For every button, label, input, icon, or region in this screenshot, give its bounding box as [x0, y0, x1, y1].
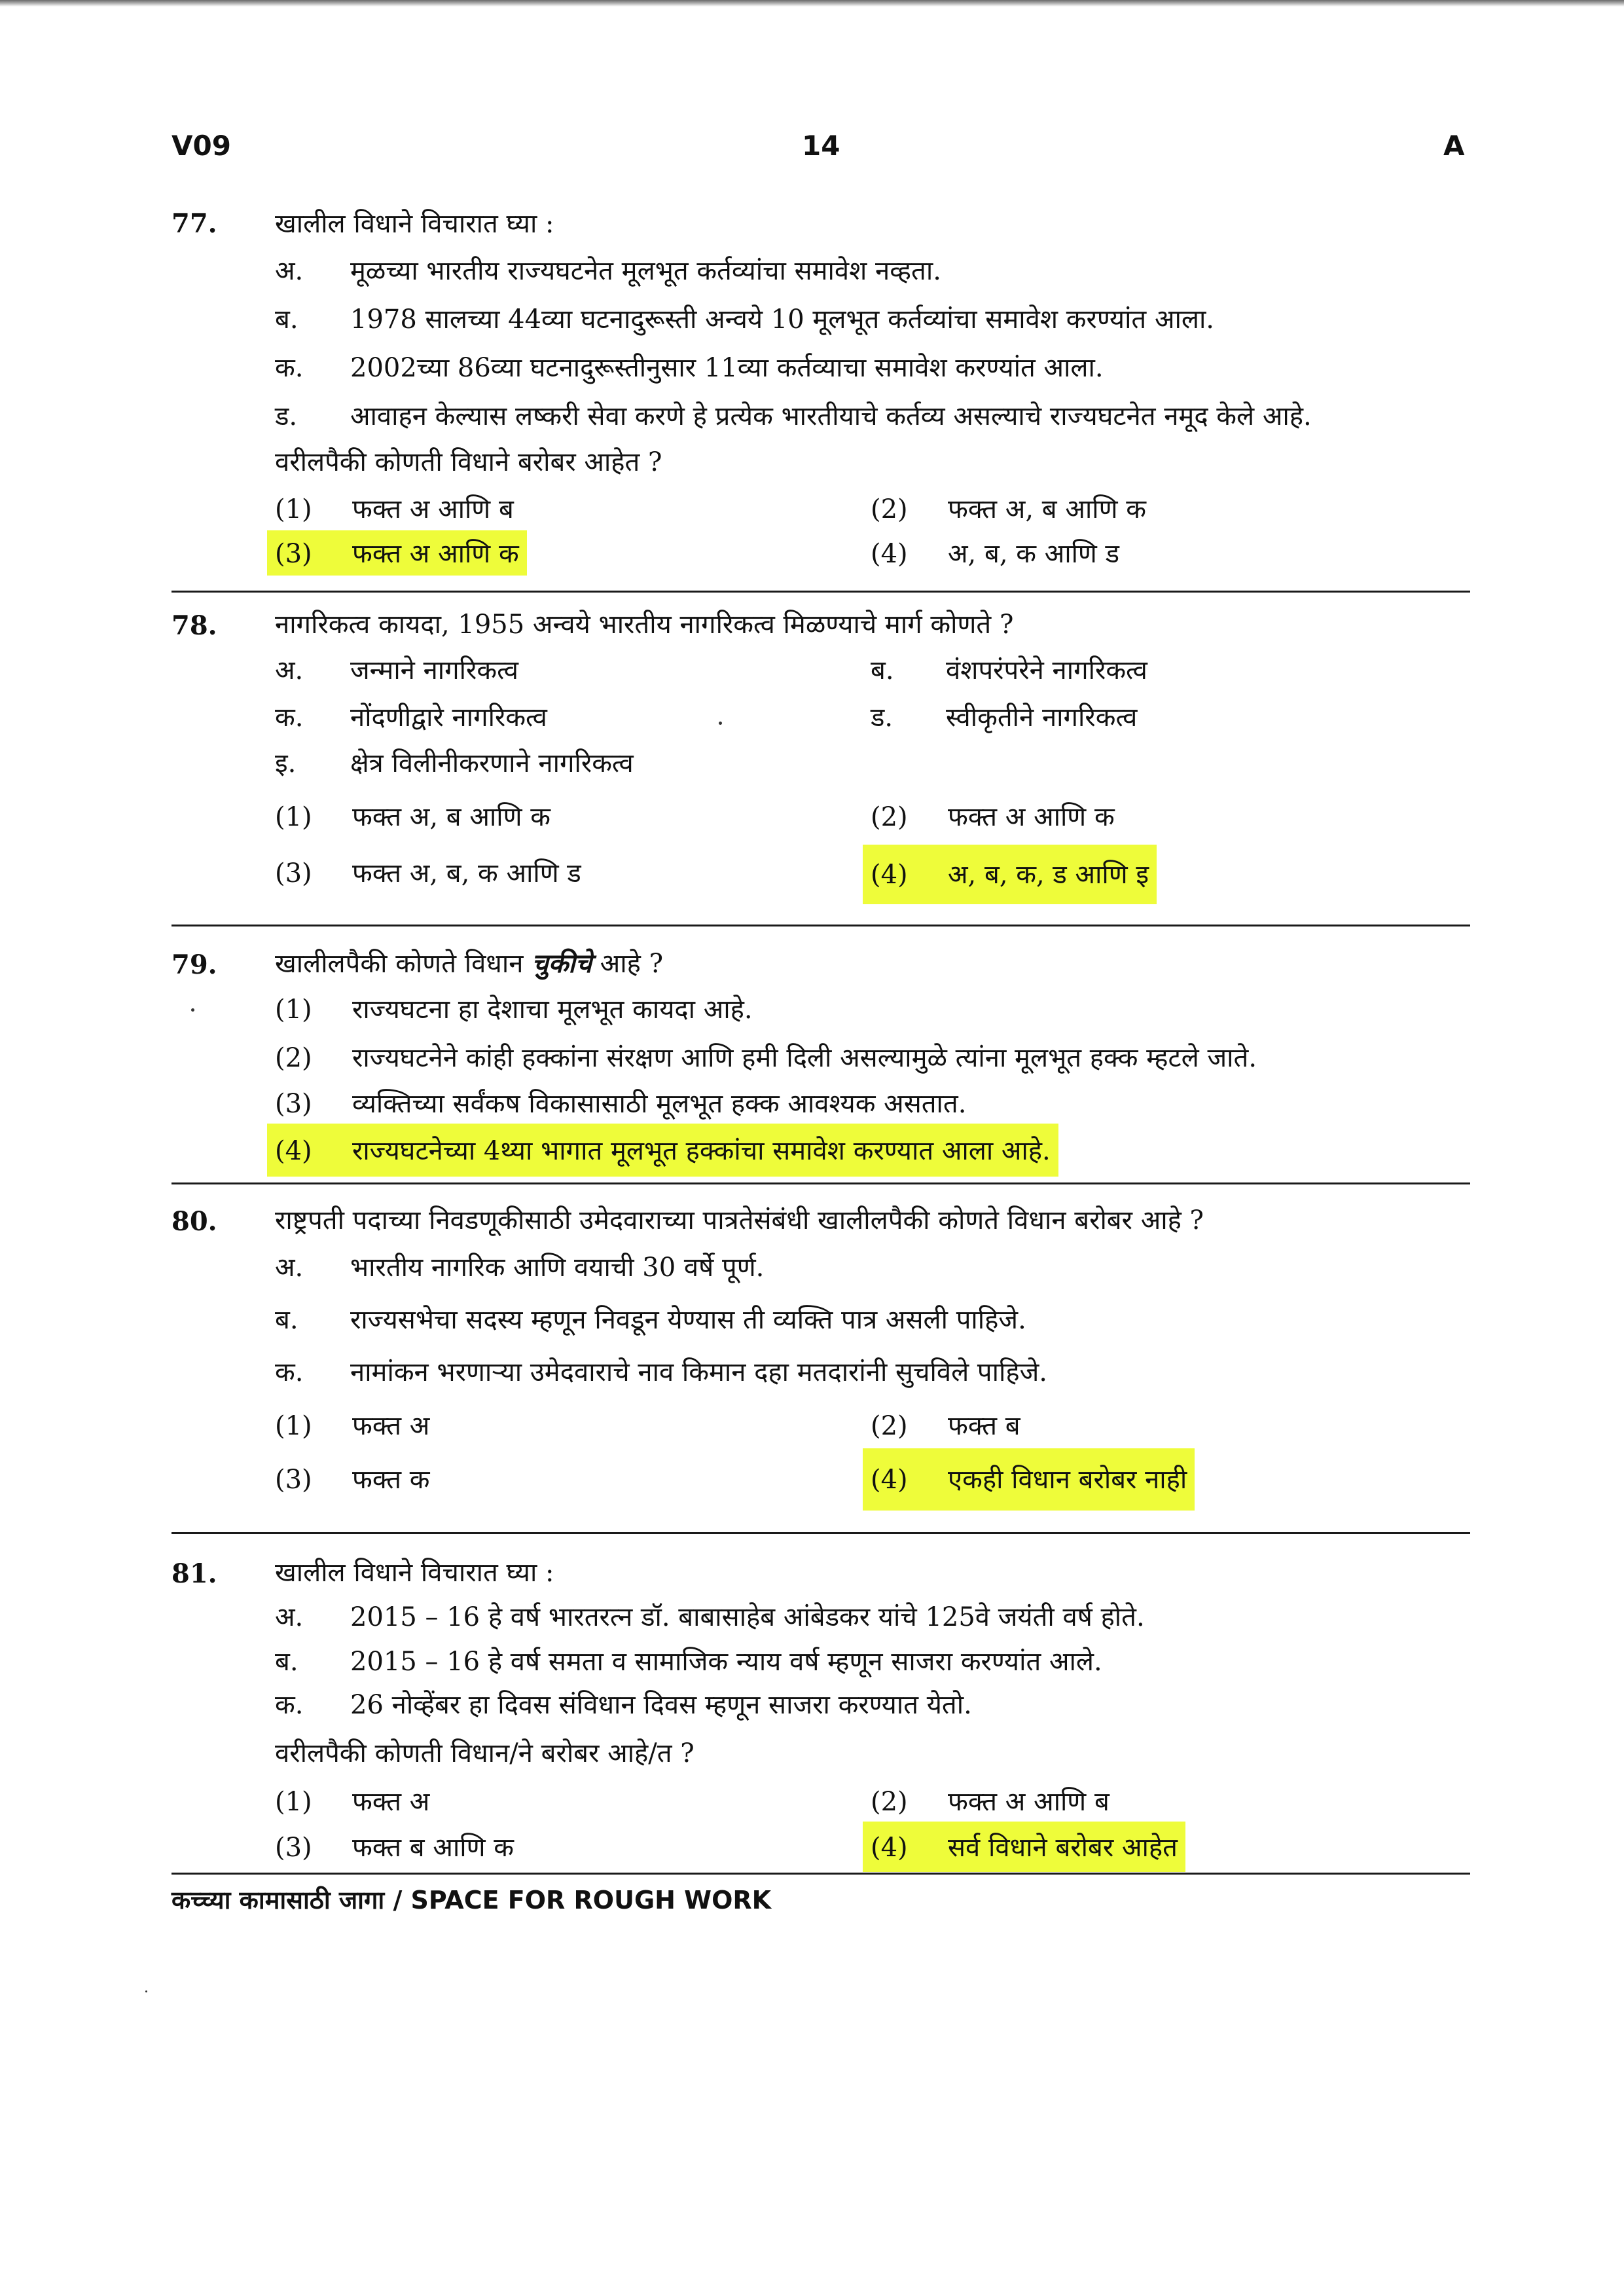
option-text: फक्त क: [352, 1465, 430, 1495]
answer-option[interactable]: [275, 990, 753, 1026]
statement-text: राज्यसभेचा सदस्य म्हणून निवडून येण्यास ती व्यक्ति पात्र असली पाहिजे.: [350, 1305, 1026, 1335]
option-text: फक्त अ आणि क: [352, 539, 519, 569]
answer-option[interactable]: [871, 490, 1146, 526]
answer-option-highlighted[interactable]: [863, 1448, 1195, 1511]
option-number: (4): [871, 1465, 908, 1495]
series-letter: A: [1443, 130, 1465, 162]
option-text: सर्व विधाने बरोबर आहेत: [948, 1833, 1178, 1863]
paper-code: V09: [171, 130, 231, 162]
question-divider: [171, 1532, 1470, 1534]
answer-option-highlighted[interactable]: [267, 1124, 1058, 1177]
option-text: फक्त अ आणि ब: [948, 1787, 1110, 1817]
option-number: (4): [871, 860, 908, 890]
question-prompt: वरीलपैकी कोणती विधाने बरोबर आहेत ?: [275, 447, 662, 477]
stem-emphasis: चुकीचे: [532, 948, 592, 979]
statement-text: भारतीय नागरिक आणि वयाची 30 वर्षे पूर्ण.: [350, 1253, 765, 1283]
option-text: फक्त अ, ब आणि क: [948, 494, 1146, 524]
statement-text: नोंदणीद्वारे नागरिकत्व: [350, 703, 547, 733]
statement-text: मूळच्या भारतीय राज्यघटनेत मूलभूत कर्तव्यांचा समावेश नव्हता.: [350, 256, 941, 286]
statement-label: ब.: [275, 1305, 298, 1335]
statement-label: इ.: [275, 748, 297, 779]
answer-option[interactable]: [275, 854, 581, 890]
option-number: (1): [275, 802, 312, 832]
answer-option-highlighted[interactable]: [267, 530, 527, 576]
option-text: अ, ब, क आणि ड: [948, 539, 1119, 569]
question-number: 81.: [171, 1558, 217, 1589]
statement-label: अ.: [275, 1253, 304, 1283]
stem-text-end: आहे ?: [592, 949, 664, 979]
option-number: (4): [275, 1136, 312, 1166]
option-number: (3): [275, 1089, 312, 1119]
statement-label: ब.: [871, 655, 894, 686]
option-text: फक्त ब: [948, 1411, 1020, 1441]
answer-option[interactable]: [275, 1038, 1257, 1074]
answer-option[interactable]: [275, 797, 550, 834]
option-text: राज्यघटनेने कांही हक्कांना संरक्षण आणि हमी दिली असल्यामुळे त्यांना मूलभूत हक्क म्हटले जाते.: [352, 1043, 1257, 1073]
statement-label: ड.: [275, 401, 298, 431]
statement-text: नामांकन भरणाऱ्या उमेदवाराचे नाव किमान दहा मतदारांनी सुचविले पाहिजे.: [350, 1357, 1047, 1387]
option-text: फक्त अ, ब आणि क: [352, 802, 550, 832]
scan-speck: [145, 1990, 147, 1992]
answer-option[interactable]: [275, 490, 514, 526]
statement-label: क.: [275, 703, 304, 733]
statement-label: ब.: [275, 1647, 298, 1677]
option-number: (2): [871, 1787, 908, 1817]
statement-text: 1978 सालच्या 44व्या घटनादुरूस्ती अन्वये 10 मूलभूत कर्तव्यांचा समावेश करण्यांत आला.: [350, 304, 1215, 335]
scan-speck: [191, 1008, 194, 1012]
statement-label: क.: [275, 1690, 304, 1720]
scan-edge: [0, 0, 1624, 7]
question-number: 79.: [171, 949, 217, 980]
question-stem: खालील विधाने विचारात घ्या :: [275, 209, 554, 239]
option-number: (2): [275, 1043, 312, 1073]
option-text: फक्त अ: [352, 1787, 430, 1817]
question-number: 80.: [171, 1206, 217, 1237]
statement-label: ब.: [275, 304, 298, 335]
statement-text: 2015 – 16 हे वर्ष भारतरत्न डॉ. बाबासाहेब आंबेडकर यांचे 125वे जयंती वर्ष होते.: [350, 1602, 1145, 1632]
statement-label: अ.: [275, 655, 304, 686]
option-number: (2): [871, 1411, 908, 1441]
option-number: (1): [275, 1787, 312, 1817]
answer-option[interactable]: [275, 1828, 514, 1864]
option-number: (4): [871, 539, 908, 569]
answer-option-highlighted[interactable]: [863, 845, 1157, 904]
option-number: (3): [275, 1833, 312, 1863]
answer-option-highlighted[interactable]: [863, 1822, 1185, 1872]
answer-option[interactable]: [275, 1460, 430, 1496]
statement-label: अ.: [275, 256, 304, 286]
option-number: (1): [275, 1411, 312, 1441]
option-number: (2): [871, 802, 908, 832]
answer-option[interactable]: [275, 1406, 429, 1442]
statement-text: स्वीकृतीने नागरिकत्व: [946, 703, 1138, 733]
answer-option[interactable]: [871, 1406, 1020, 1442]
question-stem: [275, 944, 663, 980]
answer-option[interactable]: [871, 797, 1115, 834]
rough-work-label: कच्च्या कामासाठी जागा / SPACE FOR ROUGH WORK: [171, 1886, 772, 1915]
answer-option[interactable]: [275, 1782, 429, 1818]
statement-text: आवाहन केल्यास लष्करी सेवा करणे हे प्रत्येक भारतीयाचे कर्तव्य असल्याचे राज्यघटनेत नमूद केले आहे.: [350, 401, 1312, 431]
option-text: राज्यघटना हा देशाचा मूलभूत कायदा आहे.: [352, 995, 753, 1025]
option-number: (3): [275, 1465, 312, 1495]
option-text: फक्त अ, ब, क आणि ड: [352, 858, 581, 889]
question-divider: [171, 591, 1470, 593]
answer-option[interactable]: [871, 1782, 1110, 1818]
question-divider: [171, 925, 1470, 926]
question-number: 77.: [171, 208, 217, 239]
answer-option[interactable]: [275, 1084, 966, 1120]
statement-label: ड.: [871, 703, 893, 733]
option-text: अ, ब, क, ड आणि इ: [948, 860, 1149, 890]
statement-label: क.: [275, 1357, 304, 1387]
statement-text: 26 नोव्हेंबर हा दिवस संविधान दिवस म्हणून साजरा करण्यात येतो.: [350, 1690, 972, 1720]
option-text: फक्त अ आणि क: [948, 802, 1115, 832]
question-stem: खालील विधाने विचारात घ्या :: [275, 1558, 554, 1588]
question-stem: नागरिकत्व कायदा, 1955 अन्वये भारतीय नागरिकत्व मिळण्याचे मार्ग कोणते ?: [275, 610, 1014, 640]
statement-text: क्षेत्र विलीनीकरणाने नागरिकत्व: [350, 748, 634, 779]
option-text: राज्यघटनेच्या 4थ्या भागात मूलभूत हक्कांचा समावेश करण्यात आला आहे.: [352, 1136, 1051, 1166]
page-number: 14: [802, 130, 840, 162]
statement-text: जन्माने नागरिकत्व: [350, 655, 518, 686]
statement-text: वंशपरंपरेने नागरिकत्व: [946, 655, 1147, 686]
stem-text: खालीलपैकी कोणते विधान: [275, 949, 532, 979]
question-number: 78.: [171, 610, 217, 641]
option-number: (3): [275, 539, 312, 569]
option-text: एकही विधान बरोबर नाही: [948, 1465, 1187, 1495]
option-text: फक्त ब आणि क: [352, 1833, 514, 1863]
option-number: (1): [275, 995, 312, 1025]
statement-label: क.: [275, 353, 304, 383]
option-number: (1): [275, 494, 312, 524]
statement-text: 2002च्या 86व्या घटनादुरूस्तीनुसार 11व्या कर्तव्याचा समावेश करण्यांत आला.: [350, 353, 1104, 383]
question-stem: राष्ट्रपती पदाच्या निवडणूकीसाठी उमेदवाराच्या पात्रतेसंबंधी खालीलपैकी कोणते विधान बरोबर आहे ?: [275, 1205, 1204, 1236]
statement-label: अ.: [275, 1602, 304, 1632]
answer-option[interactable]: [871, 534, 1119, 570]
option-text: व्यक्तिच्या सर्वंकष विकासासाठी मूलभूत हक्क आवश्यक असतात.: [352, 1089, 967, 1119]
question-divider: [171, 1873, 1470, 1875]
option-text: फक्त अ: [352, 1411, 430, 1441]
statement-text: 2015 – 16 हे वर्ष समता व सामाजिक न्याय वर्ष म्हणून साजरा करण्यांत आले.: [350, 1647, 1102, 1677]
option-number: (4): [871, 1833, 908, 1863]
option-number: (2): [871, 494, 908, 524]
option-number: (3): [275, 858, 312, 889]
option-text: फक्त अ आणि ब: [352, 494, 514, 524]
scan-speck: [719, 722, 722, 725]
question-prompt: वरीलपैकी कोणती विधान/ने बरोबर आहे/त ?: [275, 1738, 695, 1769]
question-divider: [171, 1182, 1470, 1184]
